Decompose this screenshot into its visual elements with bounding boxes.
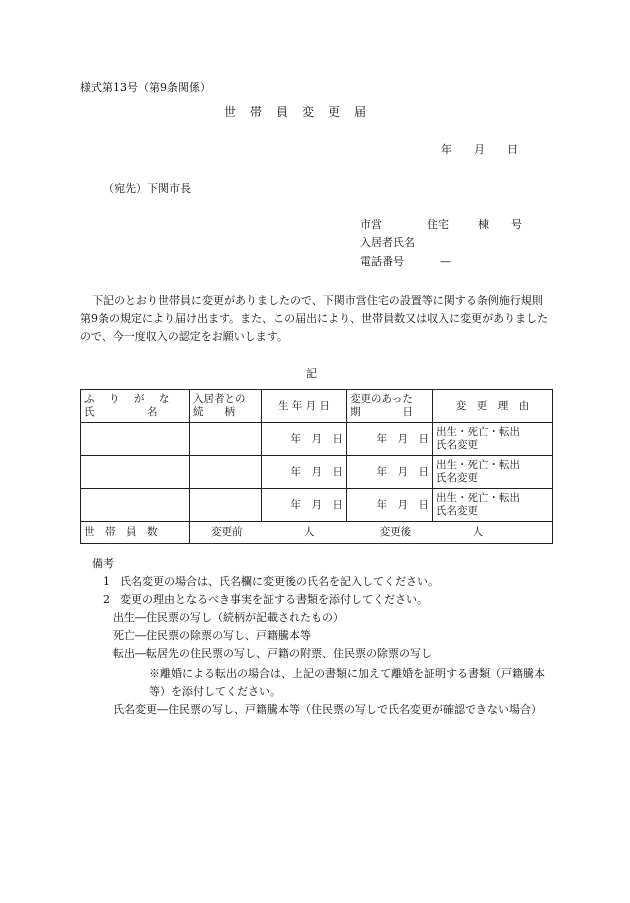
- reason-name-change: 氏名変更: [436, 439, 478, 451]
- date-line: 年 月 日: [441, 143, 518, 156]
- notes-title: 備考: [92, 557, 114, 570]
- name-cell[interactable]: [81, 423, 190, 456]
- change-date-header: [347, 390, 433, 423]
- before-label: 変更前: [211, 526, 243, 538]
- relation-cell[interactable]: [190, 489, 262, 522]
- table-row: [81, 423, 553, 456]
- addressee: （宛先）下関市長: [103, 182, 191, 195]
- room-number-label: 号: [511, 218, 522, 231]
- change-date-header-line2: 期 日: [350, 406, 413, 418]
- relation-header: [190, 390, 262, 423]
- household-count-label: 世 帯 員 数: [81, 522, 190, 544]
- note-1-number: 1: [103, 575, 110, 588]
- reason-name-change: 氏名変更: [436, 472, 478, 484]
- change-table: [80, 389, 553, 544]
- change-date-cell[interactable]: 年 月 日: [347, 489, 433, 522]
- change-date-cell[interactable]: 年 月 日: [347, 456, 433, 489]
- name-cell[interactable]: [81, 456, 190, 489]
- building-label: 棟: [478, 218, 489, 231]
- note-1: 氏名変更の場合は、氏名欄に変更後の氏名を記入してください。: [120, 575, 439, 588]
- household-count-row: [81, 522, 553, 544]
- reason-header: 変 更 理 由: [433, 390, 553, 423]
- reason-cell[interactable]: [433, 456, 553, 489]
- note-name-change: 氏名変更―住民票の写し、戸籍騰本等（住民票の写しで氏名変更が確認できない場合）: [113, 703, 542, 716]
- table-row: [81, 456, 553, 489]
- household-count-cell[interactable]: [190, 522, 553, 544]
- birth-cell[interactable]: 年 月 日: [262, 456, 347, 489]
- phone-dash: —: [440, 255, 451, 268]
- name-cell[interactable]: [81, 489, 190, 522]
- name-header: [81, 390, 190, 423]
- after-label: 変更後: [379, 526, 412, 538]
- birth-cell[interactable]: 年 月 日: [262, 489, 347, 522]
- reason-name-change: 氏名変更: [436, 505, 478, 517]
- table-row: [81, 489, 553, 522]
- reason-cell[interactable]: [433, 423, 553, 456]
- housing-label: 市営: [360, 218, 382, 231]
- change-date-cell[interactable]: 年 月 日: [347, 423, 433, 456]
- note-moveout: 転出―転居先の住民票の写し、戸籍の附票、住民票の除票の写し: [113, 647, 432, 660]
- before-unit: 人: [303, 526, 315, 538]
- relation-header-line2: 続 柄: [193, 406, 235, 418]
- name-header-label: 氏 名: [84, 406, 158, 418]
- birth-header: 生 年 月 日: [262, 390, 347, 423]
- furigana-header: ふ り が な: [84, 393, 172, 405]
- table-header-row: [81, 390, 553, 423]
- reason-cell[interactable]: [433, 489, 553, 522]
- page-title: 世 帯 員 変 更 届: [224, 105, 368, 119]
- note-birth: 出生―住民票の写し（続柄が記載されたもの）: [113, 611, 344, 624]
- change-date-header-line1: 変更のあった: [350, 393, 413, 405]
- reason-options: 出生・死亡・転出: [436, 426, 520, 438]
- body-paragraph: 下記のとおり世帯員に変更がありましたので、下関市営住宅の設置等に関する条例施行規則第9条の規定により届け出ます。また、この届出により、世帯員数又は収入に変更がありましたので、今一度収入の認定をお願いします。: [80, 294, 549, 343]
- resident-name-label: 入居者氏名: [360, 236, 415, 249]
- form-id: 様式第13号（第9条関係）: [80, 81, 211, 94]
- note-2: 変更の理由となるべき事実を証する書類を添付してください。: [120, 593, 428, 606]
- note-2-number: 2: [103, 593, 110, 606]
- phone-label: 電話番号: [360, 255, 404, 268]
- note-death: 死亡―住民票の除票の写し、戸籍騰本等: [113, 629, 311, 642]
- ki-heading: 記: [306, 367, 317, 380]
- after-unit: 人: [472, 526, 484, 538]
- reason-options: 出生・死亡・転出: [436, 492, 520, 504]
- note-divorce: ※離婚による転出の場合は、上記の書類に加えて離婚を証明する書類（戸籍騰本等）を添付してください。: [149, 667, 545, 698]
- relation-cell[interactable]: [190, 423, 262, 456]
- birth-cell[interactable]: 年 月 日: [262, 423, 347, 456]
- relation-header-line1: 入居者との: [193, 393, 246, 405]
- reason-options: 出生・死亡・転出: [436, 459, 520, 471]
- relation-cell[interactable]: [190, 456, 262, 489]
- housing-mid: 住宅: [427, 218, 449, 231]
